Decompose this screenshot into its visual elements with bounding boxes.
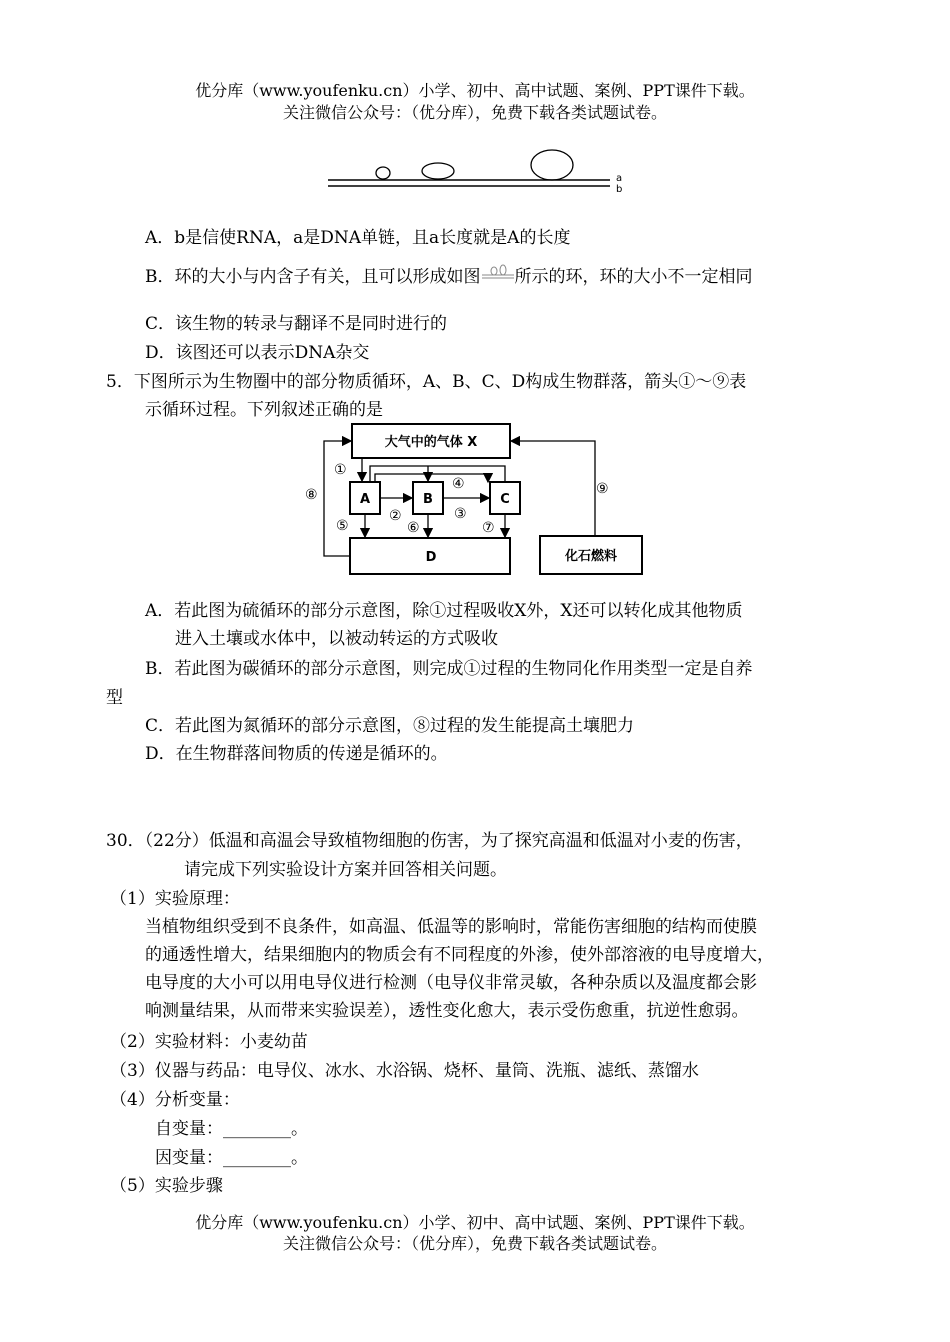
box-b-label: B <box>423 492 433 507</box>
q5-option-a-line-2: 进入土壤或水体中，以被动转运的方式吸收 <box>175 629 498 649</box>
label-2: ② <box>389 508 402 524</box>
q5-option-b-line-2: 型 <box>106 688 123 708</box>
q30-independent-variable: 自变量：________。 <box>155 1119 308 1139</box>
header-line-1: 优分库（www.youfenku.cn）小学、初中、高中试题、案例、PPT课件下载。 <box>195 81 755 100</box>
q5-option-c: C．若此图为氮循环的部分示意图，⑧过程的发生能提高土壤肥力 <box>145 716 635 736</box>
q30-dependent-variable: 因变量：________。 <box>155 1148 308 1168</box>
box-fossil-fuel-label: 化石燃料 <box>564 549 618 564</box>
q30-section-1-title: （1）实验原理： <box>110 889 240 909</box>
footer-line-1: 优分库（www.youfenku.cn）小学、初中、高中试题、案例、PPT课件下载。 <box>195 1213 755 1232</box>
arrow-9 <box>511 441 595 536</box>
q30-stem-line-2: 请完成下列实验设计方案并回答相关问题。 <box>184 860 507 880</box>
large-loop <box>531 150 573 180</box>
q4-option-b-pre: B．环的大小与内含子有关，且可以形成如图 <box>145 267 481 287</box>
q5-option-b-line-1: B．若此图为碳循环的部分示意图，则完成①过程的生物同化作用类型一定是自养 <box>145 659 753 679</box>
q30-section-2: （2）实验材料：小麦幼苗 <box>110 1032 308 1052</box>
material-cycle-diagram <box>300 420 650 582</box>
q4-option-c: C．该生物的转录与翻译不是同时进行的 <box>145 314 448 334</box>
label-1: ① <box>334 462 347 478</box>
q30-principle-line-1: 当植物组织受到不良条件，如高温、低温等的影响时，常能伤害细胞的结构而使膜 <box>145 917 757 937</box>
medium-loop <box>422 163 454 179</box>
header-line-2: 关注微信公众号：（优分库），免费下载各类试题试卷。 <box>282 103 667 122</box>
q30-section-4: （4）分析变量： <box>110 1090 240 1110</box>
label-4: ④ <box>452 476 465 492</box>
q30-principle-line-3: 电导度的大小可以用电导仪进行检测（电导仪非常灵敏，各种杂质以及温度都会影 <box>145 973 757 993</box>
label-5: ⑤ <box>336 518 349 534</box>
small-loop <box>376 167 390 179</box>
footer-line-2: 关注微信公众号：（优分库），免费下载各类试题试卷。 <box>282 1234 667 1253</box>
inline-loop-icon <box>481 264 515 280</box>
arrow-8 <box>324 441 351 556</box>
hybrid-loop-figure <box>320 143 640 195</box>
q5-option-a-line-1: A．若此图为硫循环的部分示意图，除①过程吸收X外，X还可以转化成其他物质 <box>145 601 743 621</box>
box-atmosphere-x-label: 大气中的气体 X <box>384 435 478 450</box>
arrow-4 <box>375 474 488 482</box>
q30-section-3: （3）仪器与药品：电导仪、冰水、水浴锅、烧杯、量筒、洗瓶、滤纸、蒸馏水 <box>110 1061 699 1081</box>
box-d-label: D <box>425 550 437 565</box>
label-b: b <box>616 184 623 195</box>
label-9: ⑨ <box>596 481 609 497</box>
label-3: ③ <box>454 506 467 522</box>
q5-option-d: D．在生物群落间物质的传递是循环的。 <box>145 744 448 764</box>
q30-principle-line-2: 的通透性增大，结果细胞内的物质会有不同程度的外渗，使外部溶液的电导度增大， <box>145 945 774 965</box>
q4-option-d: D．该图还可以表示DNA杂交 <box>145 343 370 363</box>
box-c-label: C <box>500 492 510 507</box>
label-a: a <box>616 173 623 184</box>
q4-option-b <box>145 262 753 287</box>
label-8: ⑧ <box>305 487 318 503</box>
q30-principle-line-4: 响测量结果，从而带来实验误差），透性变化愈大，表示受伤愈重，抗逆性愈弱。 <box>145 1001 749 1021</box>
box-a-label: A <box>359 492 371 507</box>
q4-option-a: A．b是信使RNA，a是DNA单链，且a长度就是A的长度 <box>145 228 571 248</box>
q5-stem-line-2: 示循环过程。下列叙述正确的是 <box>145 400 383 420</box>
q5-stem-line-1: 5．下图所示为生物圈中的部分物质循环，A、B、C、D构成生物群落，箭头①～⑨表 <box>106 372 747 392</box>
q30-stem-line-1: 30．（22分）低温和高温会导致植物细胞的伤害，为了探究高温和低温对小麦的伤害， <box>106 831 753 851</box>
label-7: ⑦ <box>482 520 495 536</box>
label-6: ⑥ <box>407 520 420 536</box>
q30-section-5: （5）实验步骤 <box>110 1176 223 1196</box>
q4-option-b-post: 所示的环，环的大小不一定相同 <box>514 267 753 287</box>
